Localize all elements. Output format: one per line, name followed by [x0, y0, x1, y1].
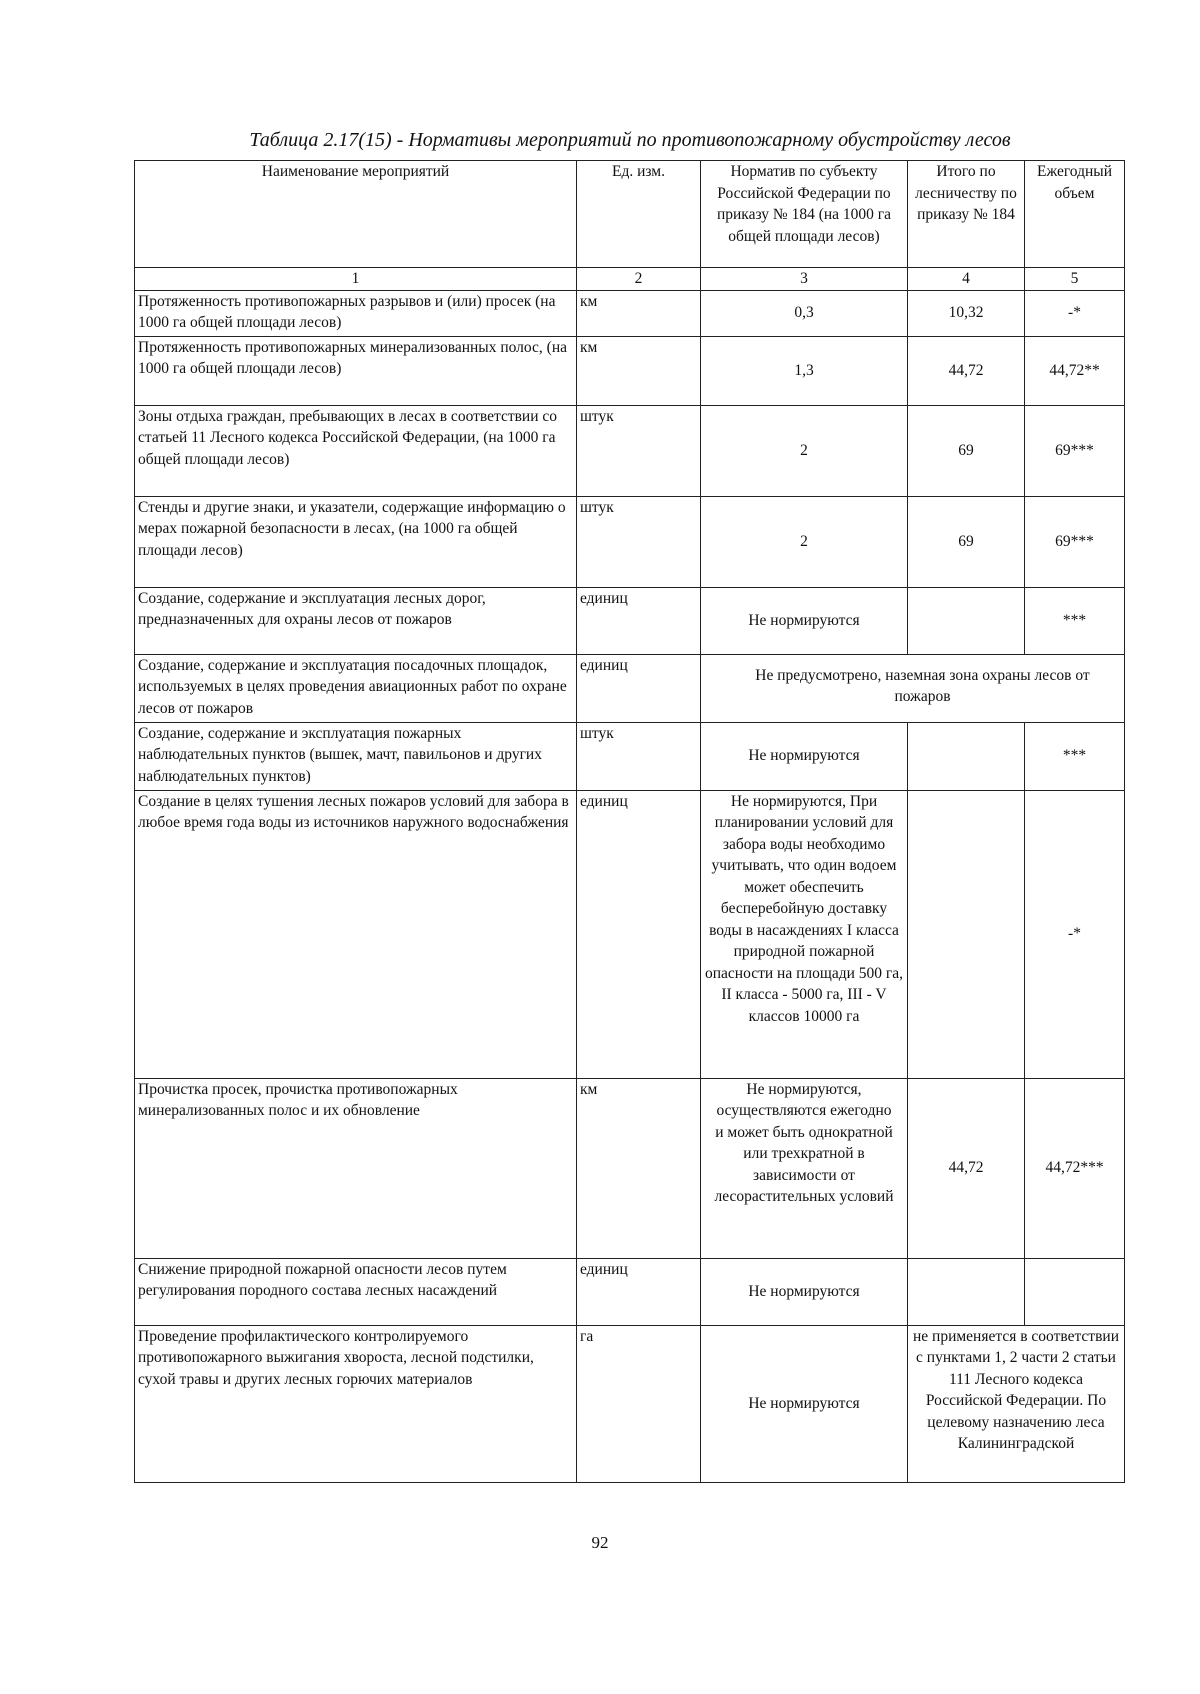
column-number: 3 [701, 268, 908, 291]
table-row [135, 1325, 1125, 1482]
table-title: Таблица 2.17(15) - Нормативы мероприятий по противопожарному обустройству лесов [249, 129, 1011, 151]
row-name: Прочистка просек, прочистка противопожарных минерализованных полос и их обновление [135, 1078, 577, 1258]
table-row [135, 587, 1125, 654]
table-row [135, 290, 1125, 336]
row-name: Проведение профилактического контролируемого противопожарного выжигания хвороста, лесной подстилки, сухой травы и других лесных горючих материалов [135, 1325, 577, 1482]
row-norm: 0,3 [701, 290, 908, 336]
column-number: 5 [1025, 268, 1125, 291]
row-name: Стенды и другие знаки, и указатели, содержащие информацию о мерах пожарной безопасности в лесах, (на 1000 га общей площади лесов) [135, 496, 577, 587]
row-unit: штук [577, 496, 701, 587]
row-merged-note: не применяется в соответствии с пунктами 1, 2 части 2 статьи 111 Лесного кодекса Российской Федерации. По целевому назначению леса Калининградской [908, 1325, 1125, 1482]
row-norm: Не нормируются, При планировании условий для забора воды необходимо учитывать, что один водоем может обеспечить бесперебойную доставку воды в насаждениях I класса природной пожарной опасности на площади 500 га, II класса - 5000 га, III - V классов 10000 га [701, 790, 908, 1078]
row-total [908, 790, 1025, 1078]
row-name: Зоны отдыха граждан, пребывающих в лесах в соответствии со статьей 11 Лесного кодекса Российской Федерации, (на 1000 га общей площади лесов) [135, 405, 577, 496]
row-norm: Не нормируются, осуществляются ежегодно и может быть однократной или трехкратной в зависимости от лесорастительных условий [701, 1078, 908, 1258]
header-norm: Норматив по субъекту Российской Федерации по приказу № 184 (на 1000 га общей площади лесов) [701, 161, 908, 268]
table-row [135, 1078, 1125, 1258]
row-total [908, 722, 1025, 790]
row-unit: га [577, 1325, 701, 1482]
row-norm: Не нормируются [701, 587, 908, 654]
row-name: Создание в целях тушения лесных пожаров условий для забора в любое время года воды из источников наружного водоснабжения [135, 790, 577, 1078]
row-annual: 44,72** [1025, 336, 1125, 405]
row-total [908, 1258, 1025, 1325]
header-unit: Ед. изм. [577, 161, 701, 268]
row-total: 44,72 [908, 336, 1025, 405]
norms-table [134, 160, 1125, 1483]
row-total: 69 [908, 496, 1025, 587]
row-norm: Не нормируются [701, 722, 908, 790]
row-unit: единиц [577, 587, 701, 654]
row-unit: единиц [577, 790, 701, 1078]
table-row [135, 1258, 1125, 1325]
row-annual: -* [1025, 790, 1125, 1078]
row-name: Создание, содержание и эксплуатация лесных дорог, предназначенных для охраны лесов от пожаров [135, 587, 577, 654]
row-unit: км [577, 290, 701, 336]
row-annual: *** [1025, 722, 1125, 790]
header-annual: Ежегодный объем [1025, 161, 1125, 268]
row-name: Создание, содержание и эксплуатация посадочных площадок, используемых в целях проведения авиационных работ по охране лесов от пожаров [135, 654, 577, 722]
row-annual: 44,72*** [1025, 1078, 1125, 1258]
row-name: Протяженность противопожарных разрывов и (или) просек (на 1000 га общей площади лесов) [135, 290, 577, 336]
row-unit: штук [577, 405, 701, 496]
row-norm: Не нормируются [701, 1258, 908, 1325]
row-total [908, 587, 1025, 654]
row-annual: *** [1025, 587, 1125, 654]
row-name: Снижение природной пожарной опасности лесов путем регулирования породного состава лесных насаждений [135, 1258, 577, 1325]
row-merged-note: Не предусмотрено, наземная зона охраны лесов от пожаров [701, 654, 1125, 722]
row-norm: Не нормируются [701, 1325, 908, 1482]
row-unit: км [577, 1078, 701, 1258]
column-number: 2 [577, 268, 701, 291]
row-total: 69 [908, 405, 1025, 496]
table-row [135, 405, 1125, 496]
table-header-row [135, 161, 1125, 268]
row-total: 10,32 [908, 290, 1025, 336]
table-row [135, 336, 1125, 405]
page-number: 92 [591, 1533, 609, 1552]
row-total: 44,72 [908, 1078, 1025, 1258]
row-annual [1025, 1258, 1125, 1325]
column-number-row [135, 268, 1125, 291]
table-row [135, 790, 1125, 1078]
row-unit: единиц [577, 1258, 701, 1325]
row-annual: 69*** [1025, 496, 1125, 587]
row-name: Создание, содержание и эксплуатация пожарных наблюдательных пунктов (вышек, мачт, павильонов и других наблюдательных пунктов) [135, 722, 577, 790]
table-row [135, 654, 1125, 722]
row-unit: единиц [577, 654, 701, 722]
header-total: Итого по лесничеству по приказу № 184 [908, 161, 1025, 268]
table-row [135, 496, 1125, 587]
row-annual: -* [1025, 290, 1125, 336]
row-annual: 69*** [1025, 405, 1125, 496]
row-unit: штук [577, 722, 701, 790]
row-norm: 2 [701, 496, 908, 587]
row-norm: 2 [701, 405, 908, 496]
row-norm: 1,3 [701, 336, 908, 405]
table-row [135, 722, 1125, 790]
header-name: Наименование мероприятий [135, 161, 577, 268]
column-number: 4 [908, 268, 1025, 291]
row-unit: км [577, 336, 701, 405]
column-number: 1 [135, 268, 577, 291]
row-name: Протяженность противопожарных минерализованных полос, (на 1000 га общей площади лесов) [135, 336, 577, 405]
